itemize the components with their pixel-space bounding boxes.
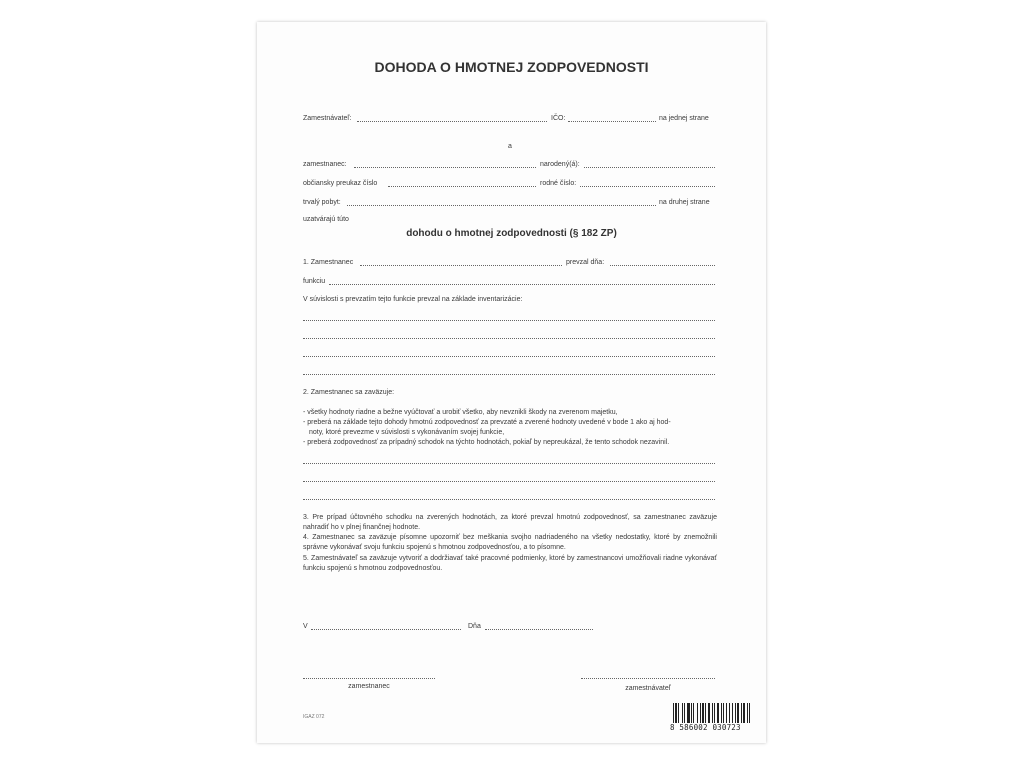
section2-bullet-3: - preberá zodpovednosť za prípadný schodok na týchto hodnotách, pokiaľ by nepreukázal, že tento schodok nezavinil. <box>303 439 670 446</box>
employee-label: zamestnanec: <box>303 161 347 168</box>
section2-heading: 2. Zamestnanec sa zaväzuje: <box>303 389 395 396</box>
residence-field[interactable] <box>347 205 656 206</box>
first-party-suffix: na jednej strane <box>659 115 709 122</box>
section1-employee-label: 1. Zamestnanec <box>303 259 354 266</box>
date-label: Dňa <box>468 623 481 630</box>
form-code: IGAZ 072 <box>303 714 325 720</box>
paragraph-5: 5. Zamestnávateľ sa zaväzuje vytvoriť a dodržiavať také pracovné podmienky, ktoré by zamestnancovi umožňovali riadne vykonávať funkciu spojenú s hmotnou zodpovednosťou. <box>303 555 717 572</box>
birth-number-label: rodné číslo: <box>540 180 577 187</box>
section2-bullet-2-cont: noty, ktoré prevezme v súvislosti s vykonávaním svojej funkcie, <box>309 429 505 436</box>
residence-label: trvalý pobyt: <box>303 199 341 206</box>
employer-signature-line[interactable] <box>581 678 715 679</box>
section2-bullet-2: - preberá na základe tejto dohody hmotnú zodpovednosť za prevzaté a zverené hodnoty uvedené v bode 1 ako aj hod- <box>303 419 671 426</box>
employee-signature-line[interactable] <box>303 678 435 679</box>
inventory-text: V súvislosti s prevzatím tejto funkcie prevzal na základe inventarizácie: <box>303 296 523 303</box>
section2-line-1[interactable] <box>303 463 715 464</box>
place-field[interactable] <box>311 629 461 630</box>
id-card-label: občiansky preukaz číslo <box>303 180 378 187</box>
section2-bullet-1: - všetky hodnoty riadne a bežne vyúčtovať a urobiť všetko, aby nevznikli škody na zverenom majetku, <box>303 409 618 416</box>
document-title: DOHODA O HMOTNEJ ZODPOVEDNOSTI <box>374 59 649 75</box>
barcode-bars <box>673 703 757 723</box>
employee-signature-label: zamestnanec <box>348 683 390 690</box>
date-field[interactable] <box>485 629 593 630</box>
and-text: a <box>508 143 512 150</box>
document-subtitle: dohodu o hmotnej zodpovednosti (§ 182 ZP) <box>406 228 617 239</box>
birth-number-field[interactable] <box>580 186 715 187</box>
barcode <box>670 703 757 731</box>
ico-field[interactable] <box>568 121 656 122</box>
second-party-suffix: na druhej strane <box>659 199 710 206</box>
employer-label: Zamestnávateľ: <box>303 115 352 122</box>
barcode-number: 8 586002 030723 <box>670 723 741 732</box>
employer-field[interactable] <box>357 121 547 122</box>
employee-field[interactable] <box>354 167 536 168</box>
took-over-label: prevzal dňa: <box>566 259 605 266</box>
function-field[interactable] <box>329 284 715 285</box>
section1-employee-field[interactable] <box>360 265 562 266</box>
inventory-line-3[interactable] <box>303 356 715 357</box>
inventory-line-2[interactable] <box>303 338 715 339</box>
document-page <box>257 22 766 743</box>
place-label: V <box>303 623 308 630</box>
ico-label: IČO: <box>551 115 566 122</box>
born-label: narodený(á): <box>540 161 580 168</box>
inventory-line-1[interactable] <box>303 320 715 321</box>
employer-signature-label: zamestnávateľ <box>625 685 671 692</box>
paragraph-4: 4. Zamestnanec sa zaväzuje písomne upozorniť bez meškania svojho nadriadeného na všetky nedostatky, ktoré by znemožnili správne vykonávať svoju funkciu spojenú s hmotnou zodpovednosťou, a to písomne. <box>303 534 717 551</box>
id-card-field[interactable] <box>388 186 536 187</box>
born-field[interactable] <box>584 167 715 168</box>
section2-line-2[interactable] <box>303 481 715 482</box>
took-over-date-field[interactable] <box>610 265 715 266</box>
function-label: funkciu <box>303 278 326 285</box>
paragraph-3: 3. Pre prípad účtovného schodku na zverených hodnotách, za ktoré prevzal hmotnú zodpovednosť, sa zamestnanec zaväzuje nahradiť ho v plnej finančnej hodnote. <box>303 514 717 531</box>
section2-line-3[interactable] <box>303 499 715 500</box>
inventory-line-4[interactable] <box>303 374 715 375</box>
conclude-text: uzatvárajú túto <box>303 216 349 223</box>
